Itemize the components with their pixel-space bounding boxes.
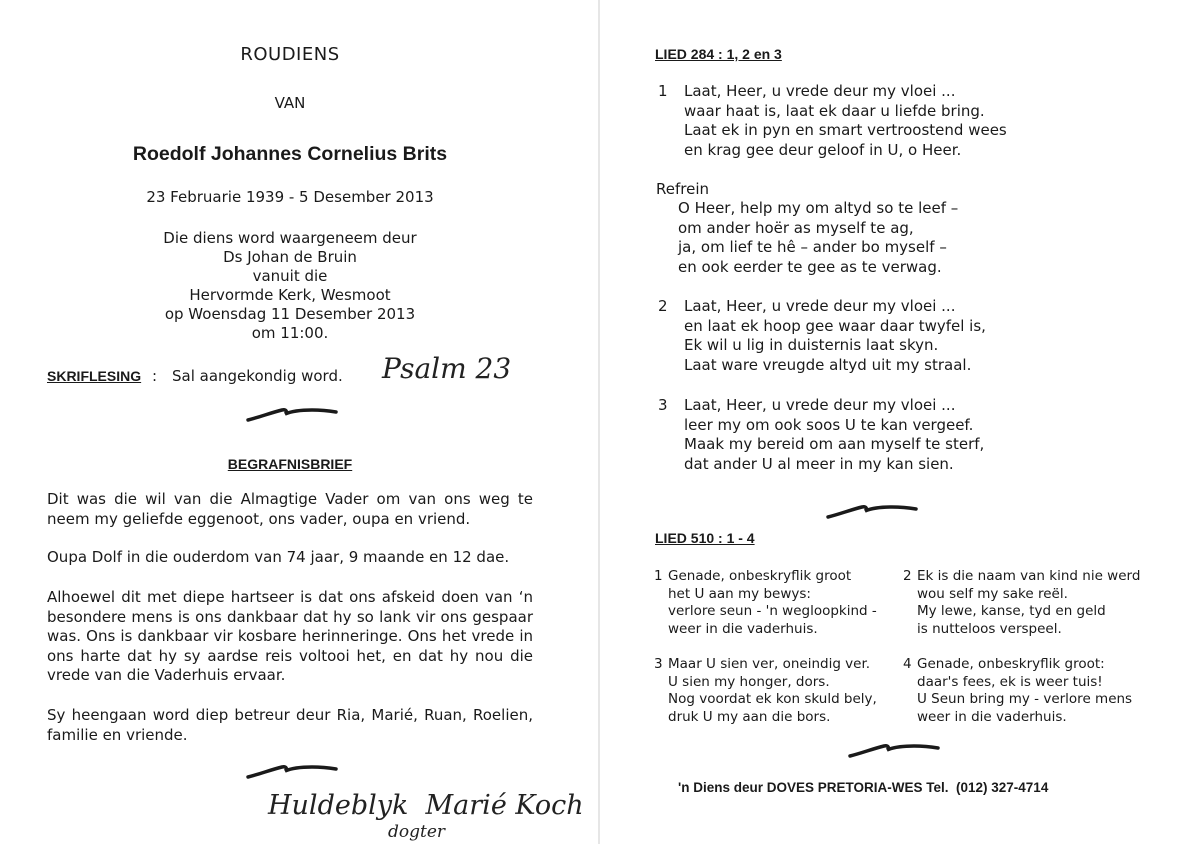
lied-510-heading: LIED 510 : 1 - 4 <box>655 530 755 546</box>
service-line: op Woensdag 11 Desember 2013 <box>164 305 416 323</box>
service-line: vanuit die <box>252 267 328 285</box>
verse-line: weer in die vaderhuis. <box>917 708 1067 725</box>
verse-line: Ek wil u lig in duisternis laat skyn. <box>684 336 939 354</box>
hymn-verse <box>658 297 1078 377</box>
skriflesing-label: SKRIFLESING <box>47 368 142 384</box>
verse-line: dat ander U al meer in my kan sien. <box>684 454 954 473</box>
verse-line: leer my om ook soos U te kan vergeef. <box>684 415 974 434</box>
verse-line: Laat, Heer, u vrede deur my vloei ... <box>684 396 956 414</box>
verse-line: U sien my honger, dors. <box>668 673 830 690</box>
verse-line: U Seun bring my - verlore mens <box>917 691 1133 708</box>
verse-line: Laat ware vreugde altyd uit my straal. <box>684 355 972 374</box>
left-page <box>0 0 596 844</box>
lied-284-heading: LIED 284 : 1, 2 en 3 <box>655 46 782 62</box>
verse-number: 3 <box>654 656 663 672</box>
service-line: om 11:00. <box>251 324 329 342</box>
verse-line: My lewe, kanse, tyd en geld <box>917 603 1106 620</box>
refrein-label: Refrein <box>656 180 709 198</box>
begrafnisbrief-heading: BEGRAFNISBRIEF <box>227 456 353 472</box>
verse-number: 3 <box>658 396 668 414</box>
hymn-verse <box>658 396 1078 476</box>
verse-line: en laat ek hoop gee waar daar twyfel is, <box>684 316 986 335</box>
service-line: Ds Johan de Bruin <box>223 248 357 266</box>
service-details <box>0 229 580 343</box>
hymn-verse <box>903 656 1163 728</box>
verse-line: daar's fees, ek is weer tuis! <box>917 673 1103 690</box>
footer-credit: 'n Diens deur DOVES PRETORIA-WES Tel. (012) 327-4714 <box>678 780 1049 795</box>
hymn-verse <box>903 568 1163 640</box>
hymn-verse <box>658 82 1078 162</box>
hymn-verse <box>654 568 904 640</box>
verse-line: Maar U sien ver, oneindig ver. <box>668 656 871 672</box>
verse-line: Ek is die naam van kind nie werd <box>917 568 1141 584</box>
page-fold <box>598 0 600 844</box>
skriflesing-separator: : <box>152 367 158 385</box>
verse-number: 4 <box>903 656 912 672</box>
page-title: ROUDIENS <box>240 44 340 65</box>
verse-number: 1 <box>654 568 663 584</box>
handwritten-tribute: Huldeblyk Marié Koch <box>268 790 584 821</box>
verse-line: en krag gee deur geloof in U, o Heer. <box>684 140 962 159</box>
verse-line: druk U my aan die bors. <box>668 708 831 725</box>
verse-line: Maak my bereid om aan myself te sterf, <box>684 435 985 453</box>
verse-number: 1 <box>658 82 668 100</box>
hymn-verse <box>654 656 904 728</box>
ornamental-swash-icon <box>826 500 918 522</box>
paragraph: Alhoewel dit met diepe hartseer is dat ons afskeid doen van ‘n besondere mens is ons dankbaar dat hy so lank vir ons gespaar was. Ons is dankbaar vir kosbare herinneringe. Ons het vrede in ons harte dat hy sy aardse reis voltooi het, en dat hy nou die vrede van die Vaderhuis ervaar. <box>47 588 533 684</box>
ornamental-swash-icon <box>246 403 338 425</box>
verse-number: 2 <box>903 568 912 584</box>
verse-line: weer in die vaderhuis. <box>668 620 818 637</box>
verse-line: wou self my sake reël. <box>917 585 1068 602</box>
verse-line: Laat, Heer, u vrede deur my vloei ... <box>684 297 956 315</box>
ornamental-swash-icon <box>246 760 338 782</box>
verse-line: Laat, Heer, u vrede deur my vloei ... <box>684 82 956 100</box>
verse-line: waar haat is, laat ek daar u liefde bring. <box>684 101 985 120</box>
handwritten-psalm: Psalm 23 <box>382 352 512 385</box>
refrein-line: om ander hoër as myself te ag, <box>678 218 914 237</box>
van-label: VAN <box>274 94 306 112</box>
handwritten-relation: dogter <box>388 822 446 842</box>
paragraph: Oupa Dolf in die ouderdom van 74 jaar, 9 maande en 12 dae. <box>47 548 510 566</box>
service-line: Hervormde Kerk, Wesmoot <box>189 286 391 304</box>
verse-line: verlore seun - 'n wegloopkind - <box>668 603 877 620</box>
verse-line: Nog voordat ek kon skuld bely, <box>668 691 877 708</box>
verse-line: Laat ek in pyn en smart vertroostend wees <box>684 121 1007 139</box>
service-line: Die diens word waargeneem deur <box>163 229 417 247</box>
refrein-line: O Heer, help my om altyd so te leef – <box>678 199 959 217</box>
deceased-name: Roedolf Johannes Cornelius Brits <box>132 143 448 165</box>
verse-line: is nutteloos verspeel. <box>917 620 1062 637</box>
refrein-line: ja, om lief te hê – ander bo myself – <box>678 238 947 256</box>
ornamental-swash-icon <box>848 739 940 761</box>
paragraph: Sy heengaan word diep betreur deur Ria, Marié, Ruan, Roelien, familie en vriende. <box>47 706 533 744</box>
skriflesing-text: Sal aangekondig word. <box>172 367 343 385</box>
verse-number: 2 <box>658 297 668 315</box>
refrein-lines <box>678 199 958 277</box>
paragraph: Dit was die wil van die Almagtige Vader om van ons weg te neem my geliefde eggenoot, ons vader, oupa en vriend. <box>47 490 533 528</box>
verse-line: Genade, onbeskryflik groot: <box>917 656 1105 672</box>
life-dates: 23 Februarie 1939 - 5 Desember 2013 <box>146 188 434 206</box>
refrein-line: en ook eerder te gee as te verwag. <box>678 257 942 276</box>
verse-line: Genade, onbeskryflik groot <box>668 568 852 584</box>
verse-line: het U aan my bewys: <box>668 585 811 602</box>
right-page <box>604 0 1200 844</box>
